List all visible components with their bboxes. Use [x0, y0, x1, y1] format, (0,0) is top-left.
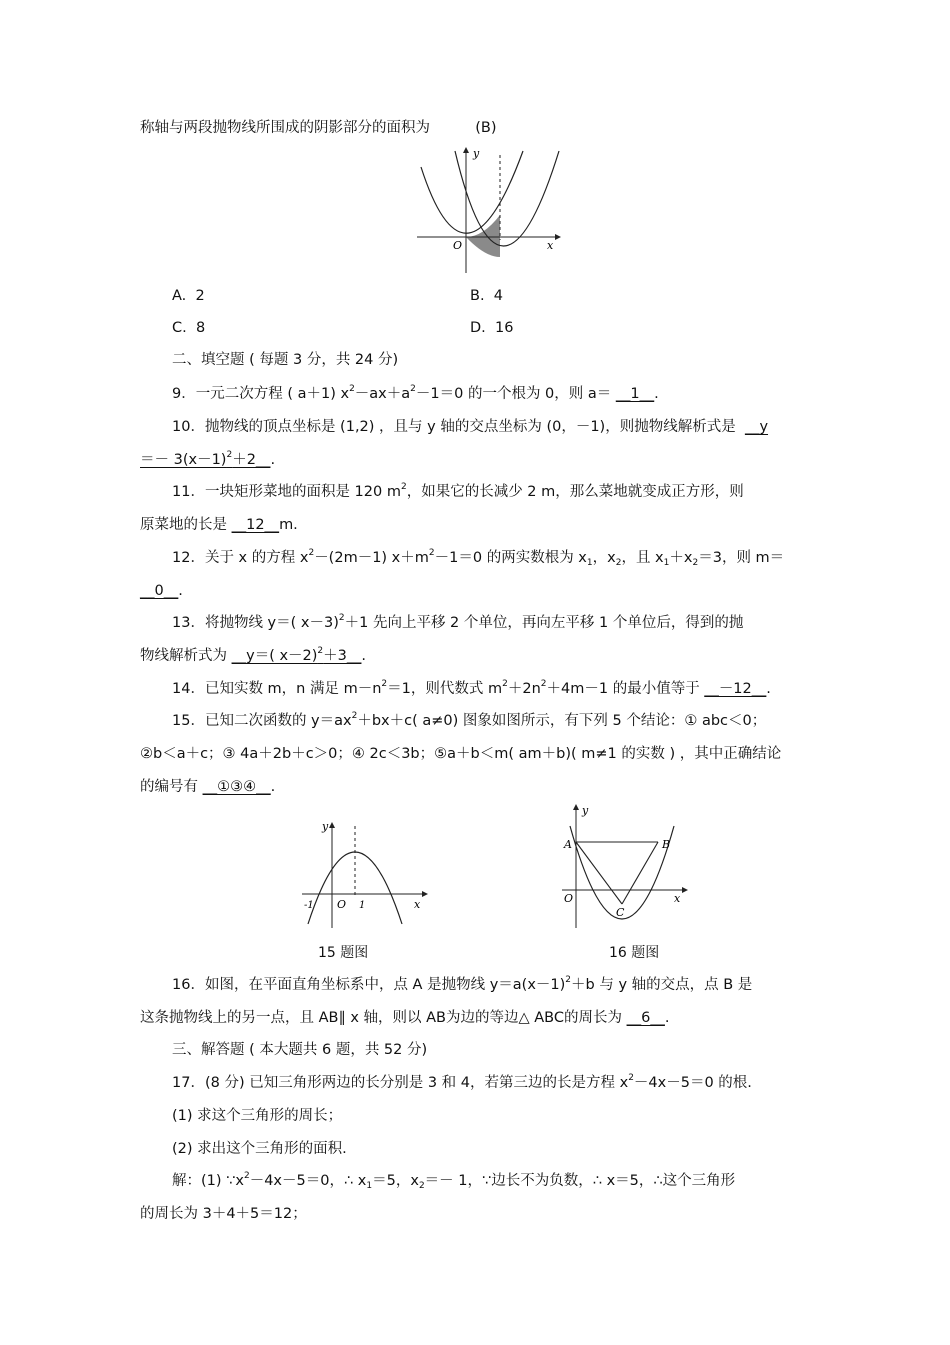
q16-graph: [560, 802, 690, 930]
q10-answer-part1: __y: [744, 419, 769, 435]
q12-line1: 12．关于 x 的方程 $x^2-(2m-1)$ $x+m^2-1=0$ 的两实数根为 $x_1$，$x_2$，且 $x_1+x_2=3$，则 m＝: [172, 548, 785, 568]
q12-answer: __0__: [140, 583, 179, 599]
q11-answer: __12__: [231, 517, 280, 533]
q10-answer-part2: ＝－ $3(x-1)^2+2\_\_$: [140, 450, 271, 468]
q16-point-b: B: [662, 838, 671, 851]
q16-line2: 这条抛物线上的另一点，且 AB∥ x 轴，则以 AB为边的等边△ ABC的周长为 __6__.: [140, 1010, 670, 1026]
q15-line1: 15．已知二次函数的 $y=ax^2+bx+c$( a≠0) 图象如图所示，有下列 5 个结论：① abc＜0；: [172, 711, 767, 729]
section-2-title: 二、填空题 ( 每题 3 分，共 24 分): [172, 352, 399, 368]
q16-line1: 16．如图，在平面直角坐标系中，点 A 是抛物线 $y=a(x-1)^2+b$ 与 y 轴的交点，点 B 是: [172, 975, 753, 993]
q16-point-a: A: [564, 838, 572, 851]
q15-figure: [300, 818, 430, 934]
q8-shaded-region: [466, 215, 500, 239]
q17-solution-line2: 的周长为 3＋4＋5＝12；: [140, 1206, 307, 1222]
q8-parabola-right: [455, 151, 559, 246]
q15-tick-one: 1: [359, 900, 366, 911]
q8-option-a: A. 2: [172, 288, 205, 304]
q15-answer: __①③④__: [202, 779, 271, 795]
q8-option-b: B. 4: [470, 288, 504, 304]
q16-caption: 16 题图: [609, 945, 660, 961]
q8-x-label: x: [547, 239, 554, 252]
q16-x-label: x: [674, 892, 681, 905]
q8-option-d: D. 16: [470, 320, 514, 336]
q16-segment-ac: [576, 842, 622, 904]
q13-answer: __y＝( x－2)$^2$＋3__: [231, 646, 362, 664]
q12-line2: __0__.: [140, 583, 183, 599]
q14: 14．已知实数 m，n 满足 $m-n^2=1$，则代数式 $m^2+2n^2+4m-1$ 的最小值等于 __－12__.: [172, 679, 771, 697]
q16-figure: [560, 802, 690, 934]
q15-tick-neg-one: -1: [304, 900, 314, 911]
q13-line1: 13．将抛物线 y＝( x－3)$^2$＋1 先向上平移 2 个单位，再向左平移 1 个单位后，得到的抛: [172, 613, 744, 631]
q16-y-label: y: [582, 804, 589, 817]
q9: 9．一元二次方程 ( a＋1) $x^2-ax+a^2-1=0$ 的一个根为 0，则 a＝ __1__.: [172, 384, 659, 402]
q8-text-line: 称轴与两段抛物线所围成的阴影部分的面积为 (B): [140, 120, 497, 136]
q16-origin-label: O: [564, 892, 574, 905]
q14-answer: __－12__: [704, 681, 767, 697]
q11-line1: 11．一块矩形菜地的面积是 120 $m^2$，如果它的长减少 2 m，那么菜地就变成正方形，则: [172, 482, 744, 500]
q17-part2: (2) 求出这个三角形的面积.: [172, 1141, 347, 1157]
q8-answer: (B): [475, 120, 497, 136]
q15-x-label: x: [414, 898, 421, 911]
q8-figure: [415, 145, 565, 279]
q15-y-label: y: [322, 820, 329, 833]
q13-line2: 物线解析式为 __y＝( x－2)$^2$＋3__.: [140, 646, 366, 664]
q17-line1: 17．(8 分) 已知三角形两边的长分别是 3 和 4，若第三边的长是方程 $x^2-4x-5=0$ 的根.: [172, 1073, 752, 1091]
q15-line3: 的编号有 __①③④__.: [140, 779, 276, 795]
q10-line1: 10．抛物线的顶点坐标是 (1,2) ，且与 y 轴的交点坐标为 (0，－1)，则抛物线解析式是 __y: [172, 419, 769, 435]
q16-point-c: C: [616, 906, 625, 919]
q16-answer: __6__: [626, 1010, 665, 1026]
q8-y-label: y: [473, 147, 480, 160]
q15-origin-label: O: [337, 898, 347, 911]
q17-part1: (1) 求这个三角形的周长；: [172, 1108, 343, 1124]
q17-solution-line1: 解：(1) $\because x^2-4x-5=0$，∴ $x_1=5$，$x_2=- 1$，∵边长不为负数，∴ x＝5，∴这个三角形: [172, 1171, 736, 1191]
q15-graph: [300, 818, 430, 930]
q16-segment-bc: [622, 842, 658, 904]
section-3-title: 三、解答题 ( 本大题共 6 题，共 52 分): [172, 1042, 428, 1058]
q10-line2: ＝－ $3(x-1)^2+2\_\_$.: [140, 450, 276, 468]
q11-line2: 原菜地的长是 __12__m.: [140, 517, 298, 533]
q8-option-c: C. 8: [172, 320, 206, 336]
q8-origin-label: O: [453, 239, 463, 252]
q9-answer: __1__: [615, 386, 655, 402]
q8-graph: [415, 145, 565, 275]
q8-parabola-left: [421, 151, 523, 233]
q15-line2: ②b＜a＋c；③ 4a＋2b＋c＞0；④ 2c＜3b；⑤a＋b＜m( am＋b)( m≠1 的实数 ) ，其中正确结论: [140, 746, 782, 762]
q8-shaded-lower: [466, 237, 500, 257]
q15-caption: 15 题图: [318, 945, 369, 961]
